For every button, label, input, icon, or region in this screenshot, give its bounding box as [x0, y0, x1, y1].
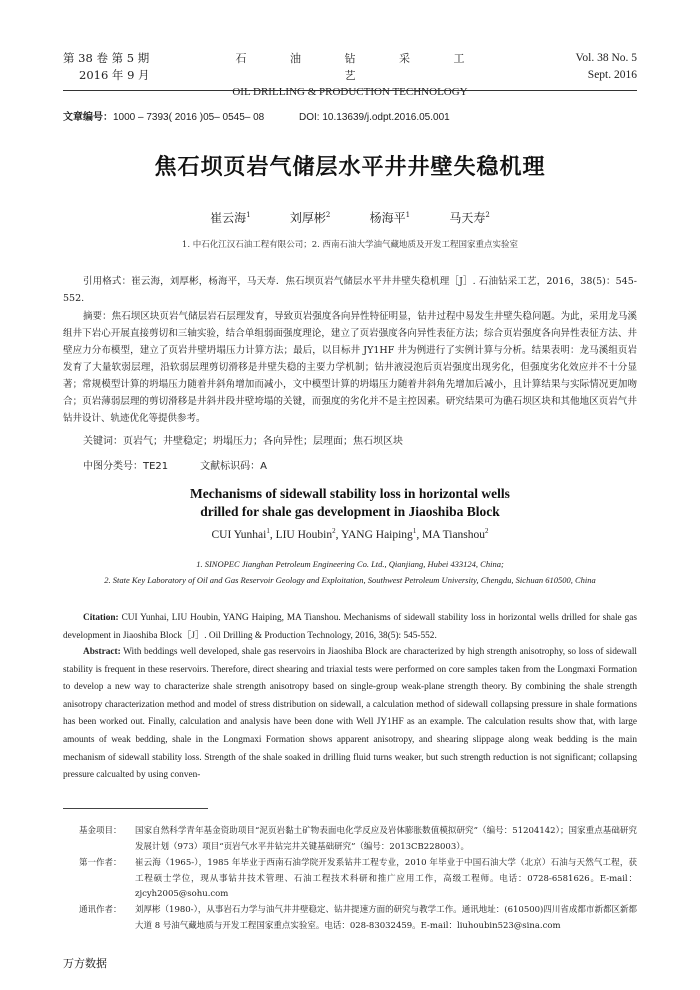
author-cn: 崔云海$^1$	[210, 211, 251, 225]
article-no: 1000 – 7393( 2016 )05– 0545– 08	[113, 112, 265, 123]
author-en: MA Tianshou$^2$	[422, 527, 489, 541]
footnote-first-author	[63, 856, 637, 903]
page-title-cn: 焦石坝页岩气储层水平井井壁失稳机理	[154, 155, 546, 180]
header-volume-block	[63, 50, 203, 84]
abstract-cn-text: 焦石坝区块页岩气储层岩石层理发育，导致页岩强度各向异性特征明显，钻井过程中易发生井壁失稳问题。为此，采用龙马溪组井下岩心开展直接剪切和三轴实验，结合单组弱面强度理论，建立了页岩强度各向异性表征方法；综合页岩强度各向异性表征方法、井壁应力分布模型，建立了页岩井壁坍塌压力计算方法；最后，以目标井 JY1HF 井为例进行了实例计算与分析。结果表明：龙马溪组页岩发育了大量软弱层理，沿软弱层理剪切滑移是井壁失稳的主要力学机制；钻井液浸泡后页岩强度出现劣化，但强度劣化效应并不十分显著；常规模型计算的坍塌压力随着井斜角增加而减小，文中模型计算的坍塌压力随着井斜角先增加后减小，且计算结果与实际情况更加吻合；页岩薄弱层理的剪切滑移是井斜井段井壁垮塌的关键，而强度的劣化并不是主控因素。研究结果可为礁石坝区块和其他地区页岩气井钻井设计、轨迹优化等提供参考。	[63, 311, 637, 424]
footnote-fund	[63, 824, 637, 855]
header-journal-en: OIL DRILLING & PRODUCTION TECHNOLOGY	[232, 86, 468, 98]
citation-en	[63, 610, 637, 645]
affiliation-cn: 1. 中石化江汉石油工程有限公司；2. 西南石油大学油气藏地质及开发工程国家重点实验室	[181, 240, 519, 250]
citation-en-text: CUI Yunhai, LIU Houbin, YANG Haiping, MA Tianshou. Mechanisms of sidewall stability loss in horizontal wells drilled for shale gas development in Jiaoshiba Block［J］. Oil Drilling & Production Technology, 2016, 38(5): 545-552.	[63, 613, 637, 641]
author-cn: 杨海平$^1$	[369, 211, 411, 225]
footnote-fund-label: 基金项目：	[79, 826, 122, 836]
footnote-fund-text: 国家自然科学青年基金资助项目“泥页岩黏土矿物表面电化学反应及岩体膨胀数值模拟研究”（编号：51204142）；国家重点基础研究发展计划（973）项目“页岩气水平井钻完井关键基础研究”（编号：2013CB228003）。	[135, 826, 637, 852]
author-en: LIU Houbin$^2$	[275, 527, 336, 541]
abstract-cn-label: 摘要：	[83, 311, 112, 322]
article-no-label: 文章编号：	[63, 112, 113, 123]
header-journal-block	[210, 50, 490, 101]
footnote-first-author-text: 崔云海（1965-），1985 年毕业于西南石油学院开发系钻井工程专业，2010 年毕业于中国石油大学（北京）石油与天然气工程，获工程硕士学位，现从事钻井技术管理、石油工程技术科研和推广应用工作，高级工程师。电话：0728-6581626。E-mail：zjcyh2005@sohu.com	[135, 858, 637, 899]
affiliation-en-line2: 2. State Key Laboratory of Oil and Gas Reservoir Geology and Exploitation, Southwest Petroleum University, Chengdu, Sichuan 610500, China	[104, 575, 596, 585]
authors-en: CUI Yunhai$^1$, LIU Houbin$^2$, YANG Haiping$^1$, MA Tianshou$^2$	[211, 527, 489, 541]
abstract-en-text: With beddings well developed, shale gas reservoirs in Jiaoshiba Block are characterized by high strength anisotrophy, so loss of sidewall stability is frequent in these reservoirs. Therefore, direct shearing and triaxial tests were performed on core samples taken from the Longmaxi Formation to develop a new way to characterize shale strength anisotropy based on single-group weak-plane strength theory. By combining the shale strength anisotropy characterization method and model of stress distribution on sidewall, a calculation method of sidewall collapsing pressure in shale formations has been worked out. Finally, calculation and analysis have been done with Well JY1HF as an example. The calculation results show that, with large amounts of weak bedding, shale in the Longmaxi Formation shows apparent anisotropy, and shearing slippage along weak bedding is the main mechanism of sidewall stability loss. Strength of the shale soaked in drilling fluid turns weaker, but such strength reduction is not significant; collapsing pressure calcualted by using conven-	[63, 647, 638, 781]
keywords-cn-text: 页岩气；井壁稳定；坍塌压力；各向异性；层理面；焦石坝区块	[123, 436, 403, 447]
citation-cn	[63, 273, 637, 307]
doi-link[interactable]: DOI: 10.13639/j.odpt.2016.05.001	[299, 112, 450, 123]
abstract-en	[63, 644, 637, 785]
keywords-cn	[83, 432, 403, 447]
clc-value: TE21	[143, 461, 169, 472]
title-en-line1: Mechanisms of sidewall stability loss in horizontal wells	[190, 486, 510, 501]
citation-cn-label: 引用格式：	[83, 276, 132, 287]
abstract-en-label: Abstract:	[83, 647, 121, 657]
header-date-cn: 2016 年 9 月	[79, 68, 150, 82]
author-en: CUI Yunhai$^1$	[211, 527, 270, 541]
doc-code-value: A	[260, 461, 267, 472]
header-volume-en-block	[497, 50, 637, 84]
footnote-corresponding-author-label: 通讯作者：	[79, 905, 122, 915]
abstract-cn	[63, 308, 637, 427]
header-volume-en: Vol. 38 No. 5	[575, 52, 637, 64]
footnote-corresponding-author	[63, 903, 637, 934]
affiliation-en	[63, 556, 637, 588]
classification-cn	[83, 457, 267, 472]
citation-en-label: Citation:	[83, 613, 119, 623]
clc-label: 中图分类号：	[83, 461, 143, 472]
title-en-line2: drilled for shale gas development in Jiaoshiba Block	[200, 504, 500, 519]
keywords-cn-label: 关键词：	[83, 436, 123, 447]
doc-code-label: 文献标识码：	[200, 461, 261, 472]
author-en: YANG Haiping$^1$	[340, 527, 417, 541]
header-volume-cn: 第 38 卷 第 5 期	[63, 51, 150, 65]
footnote-first-author-label: 第一作者：	[79, 858, 122, 868]
footnote-corresponding-author-text: 刘厚彬（1980-），从事岩石力学与油气井井壁稳定、钻井提速方面的研究与教学工作。通讯地址：(610500)四川省成都市新都区新都大道 8 号油气藏地质与开发工程国家重点实验室。电话：028-83032459。E-mail：liuhoubin523@sina.com	[135, 905, 637, 931]
author-cn: 刘厚彬$^2$	[289, 211, 331, 225]
header-rule	[63, 90, 637, 91]
citation-cn-text: 崔云海，刘厚彬，杨海平，马天寿．焦石坝页岩气储层水平井井壁失稳机理［J］. 石油钻采工艺，2016，38(5)：545-552.	[63, 276, 637, 304]
header-journal-cn: 石 油 钻 采 工 艺	[235, 52, 485, 82]
header-date-en: Sept. 2016	[587, 69, 637, 81]
page-title-en	[63, 485, 637, 521]
footnote-rule	[63, 808, 208, 809]
article-meta	[63, 108, 450, 123]
authors-cn	[63, 209, 637, 226]
brand-watermark: 万方数据	[63, 957, 107, 970]
author-cn: 马天寿$^2$	[449, 211, 490, 225]
affiliation-en-line1: 1. SINOPEC Jianghan Petroleum Engineering Co. Ltd., Qianjiang, Hubei 433124, China;	[196, 559, 504, 569]
